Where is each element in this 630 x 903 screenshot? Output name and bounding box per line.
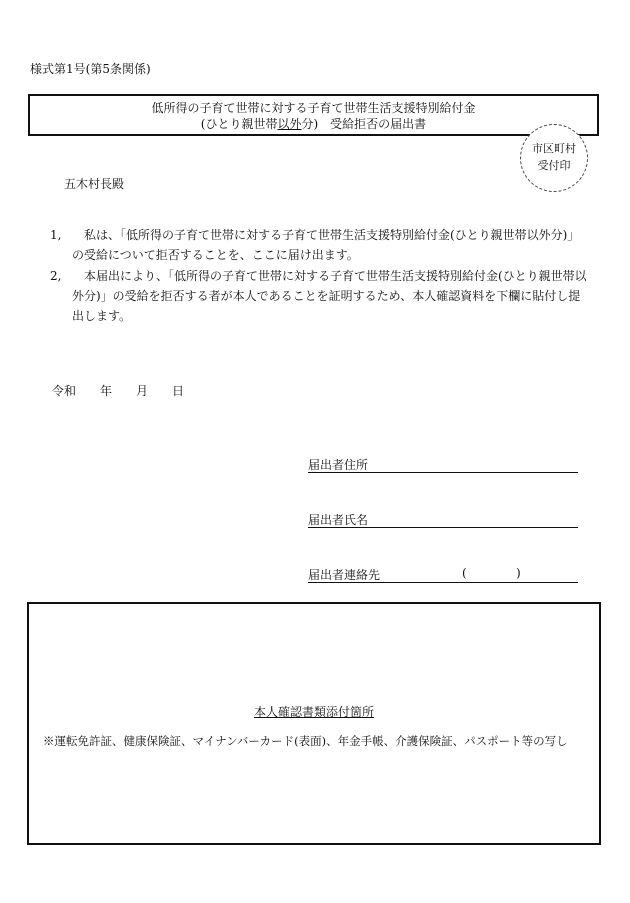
reception-stamp-circle <box>520 124 588 192</box>
date-year: 年 <box>100 384 113 398</box>
paragraph-text: 本届出により、「低所得の子育て世帯に対する子育て世帯生活支援特別給付金(ひとり親世帯以外分)」の受給を拒否する者が本人であることを証明するため、本人確認資料を下欄に貼付し提出します。 <box>72 269 587 323</box>
date-month: 月 <box>136 384 149 398</box>
name-label: 届出者氏名 <box>308 513 369 527</box>
name-field[interactable] <box>308 511 578 528</box>
date-day: 日 <box>172 384 185 398</box>
paragraph-number: 2, <box>50 269 62 283</box>
contact-label: 届出者連絡先 <box>308 568 381 582</box>
id-document-note: ※運転免許証、健康保険証、マイナンバーカード(表面)、年金手帳、介護保険証、パスポート等の写し <box>43 734 568 748</box>
stamp-line2: 受付印 <box>537 159 571 172</box>
form-number: 様式第1号(第5条関係) <box>30 62 151 76</box>
paren-close: ) <box>516 566 521 580</box>
form-title-box <box>28 94 599 136</box>
form-title-line2 <box>30 116 597 132</box>
paragraph-number: 1, <box>50 228 62 242</box>
address-field[interactable] <box>308 456 578 473</box>
form-title-line1: 低所得の子育て世帯に対する子育て世帯生活支援特別給付金 <box>151 101 476 115</box>
paragraph-1 <box>50 225 590 265</box>
title-line2-after: 分) 受給拒否の届出書 <box>301 117 427 131</box>
paren-open: ( <box>462 566 467 580</box>
title-line2-underlined: 以外 <box>277 117 302 131</box>
address-label: 届出者住所 <box>308 458 369 472</box>
id-document-attachment-box <box>27 602 601 845</box>
date-row <box>52 382 252 399</box>
addressee: 五木村長殿 <box>64 177 125 191</box>
paragraph-text: 私は、「低所得の子育て世帯に対する子育て世帯生活支援特別給付金(ひとり親世帯以外分)」の受給について拒否することを、ここに届け出ます。 <box>72 228 580 262</box>
id-document-title: 本人確認書類添付箇所 <box>253 705 374 719</box>
paragraph-2 <box>50 266 590 326</box>
date-era: 令和 <box>52 384 77 398</box>
title-line2-before: (ひとり親世帯 <box>200 117 278 131</box>
stamp-line1: 市区町村 <box>532 142 576 155</box>
contact-field[interactable] <box>308 566 578 583</box>
